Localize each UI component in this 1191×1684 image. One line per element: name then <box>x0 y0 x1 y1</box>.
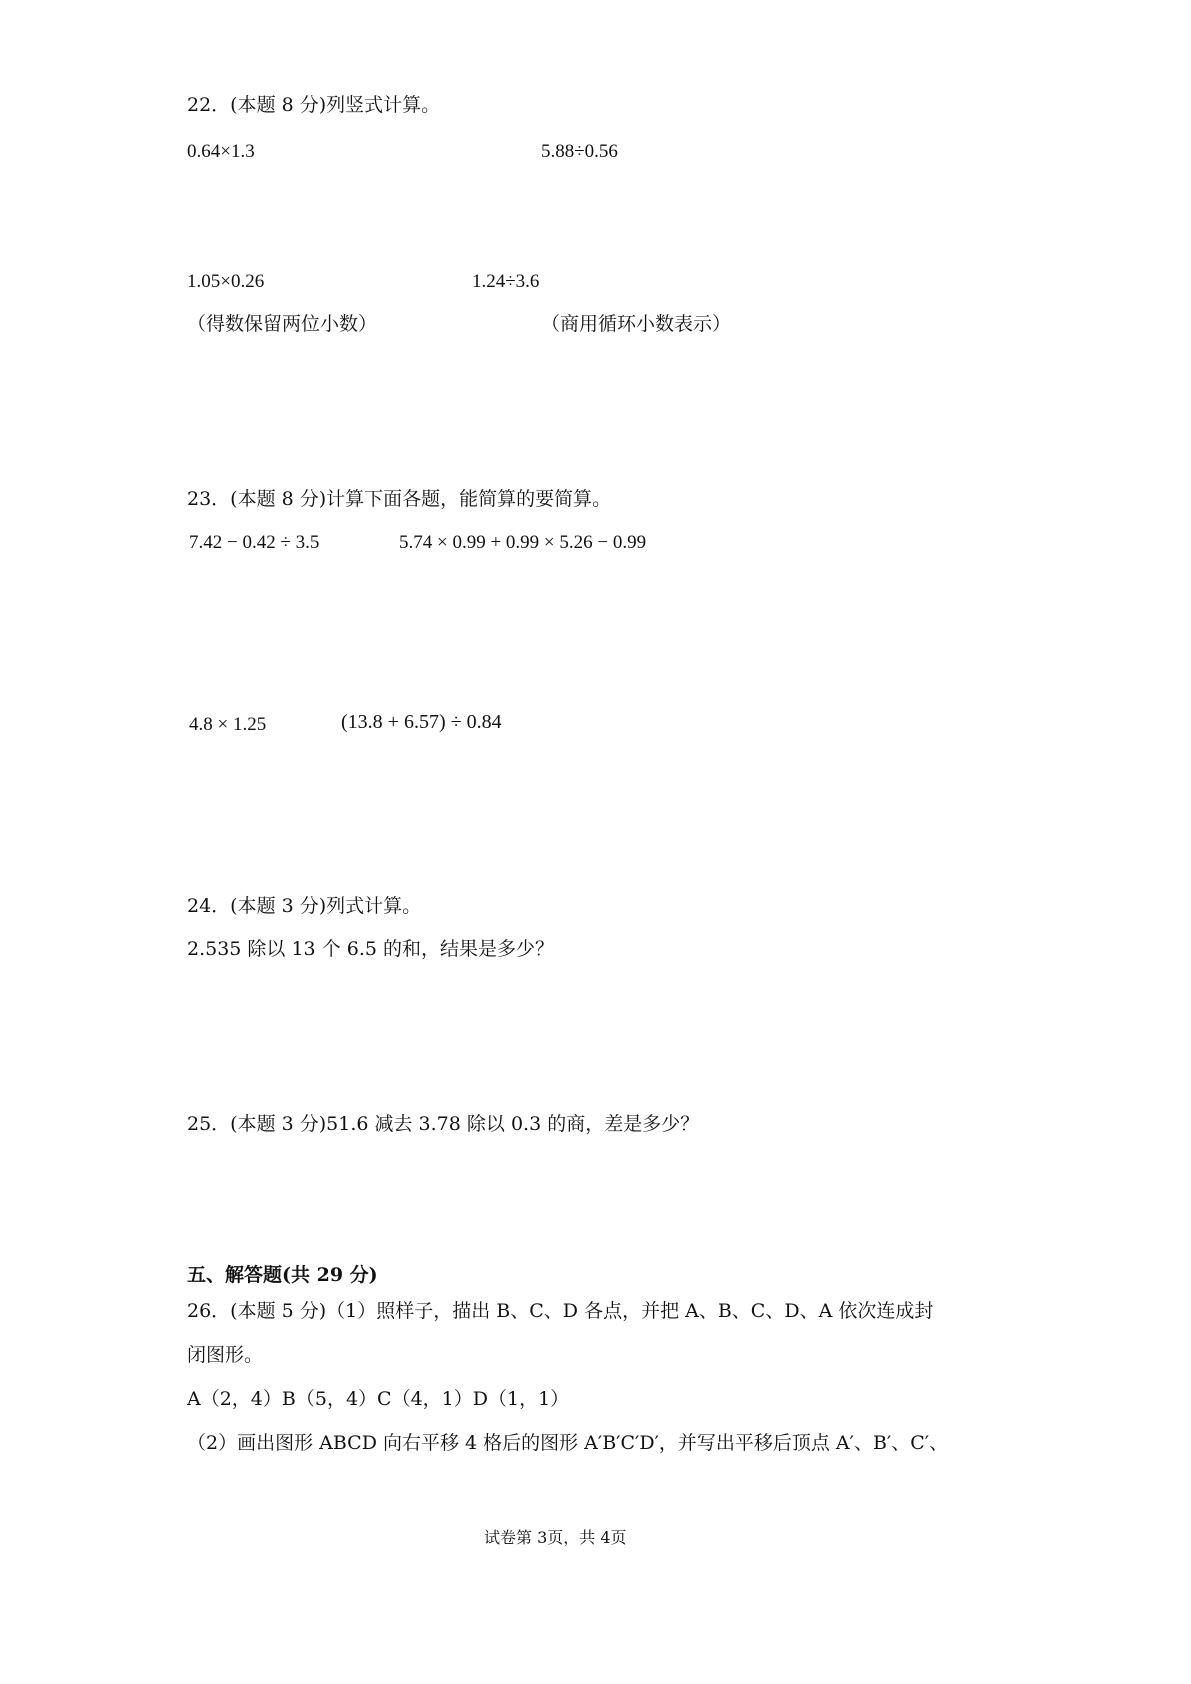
q22-expr-1: 0.64×1.3 <box>187 141 255 162</box>
q22-note-3: （得数保留两位小数） <box>187 313 378 335</box>
q23-expr-4: (13.8 + 6.57) ÷ 0.84 <box>341 711 502 733</box>
q24-text: 2.535 除以 13 个 6.5 的和，结果是多少？ <box>187 938 554 960</box>
q23-expr-1: 7.42 − 0.42 ÷ 3.5 <box>189 532 320 553</box>
q24-title: 24．(本题 3 分)列式计算。 <box>187 895 422 917</box>
q25-title: 25．(本题 3 分)51.6 减去 3.78 除以 0.3 的商，差是多少？ <box>187 1113 700 1135</box>
q22-note-4: （商用循环小数表示） <box>541 313 732 335</box>
q22-expr-2: 5.88÷0.56 <box>541 141 618 162</box>
q26-line-2: 闭图形。 <box>187 1344 264 1366</box>
q22-title: 22．(本题 8 分)列竖式计算。 <box>187 94 441 116</box>
q22-expr-4: 1.24÷3.6 <box>472 271 540 292</box>
q22-expr-3: 1.05×0.26 <box>187 271 265 292</box>
q26-line-1: 26．(本题 5 分)（1）照样子，描出 B、C、D 各点，并把 A、B、C、D、A 依次连成封 <box>187 1300 934 1322</box>
q23-expr-2: 5.74 × 0.99 + 0.99 × 5.26 − 0.99 <box>399 532 647 553</box>
page-footer: 试卷第 3页，共 4页 <box>484 1528 627 1547</box>
q23-title: 23．(本题 8 分)计算下面各题，能简算的要简算。 <box>187 488 612 510</box>
section-heading: 五、解答题(共 29 分) <box>187 1264 378 1286</box>
q23-expr-3: 4.8 × 1.25 <box>189 714 267 735</box>
q26-coords: A（2，4）B（5，4）C（4，1）D（1，1） <box>187 1388 570 1410</box>
q26-line-3: （2）画出图形 ABCD 向右平移 4 格后的图形 A′B′C′D′，并写出平移后顶点 A′、B′、C′、 <box>187 1432 949 1454</box>
